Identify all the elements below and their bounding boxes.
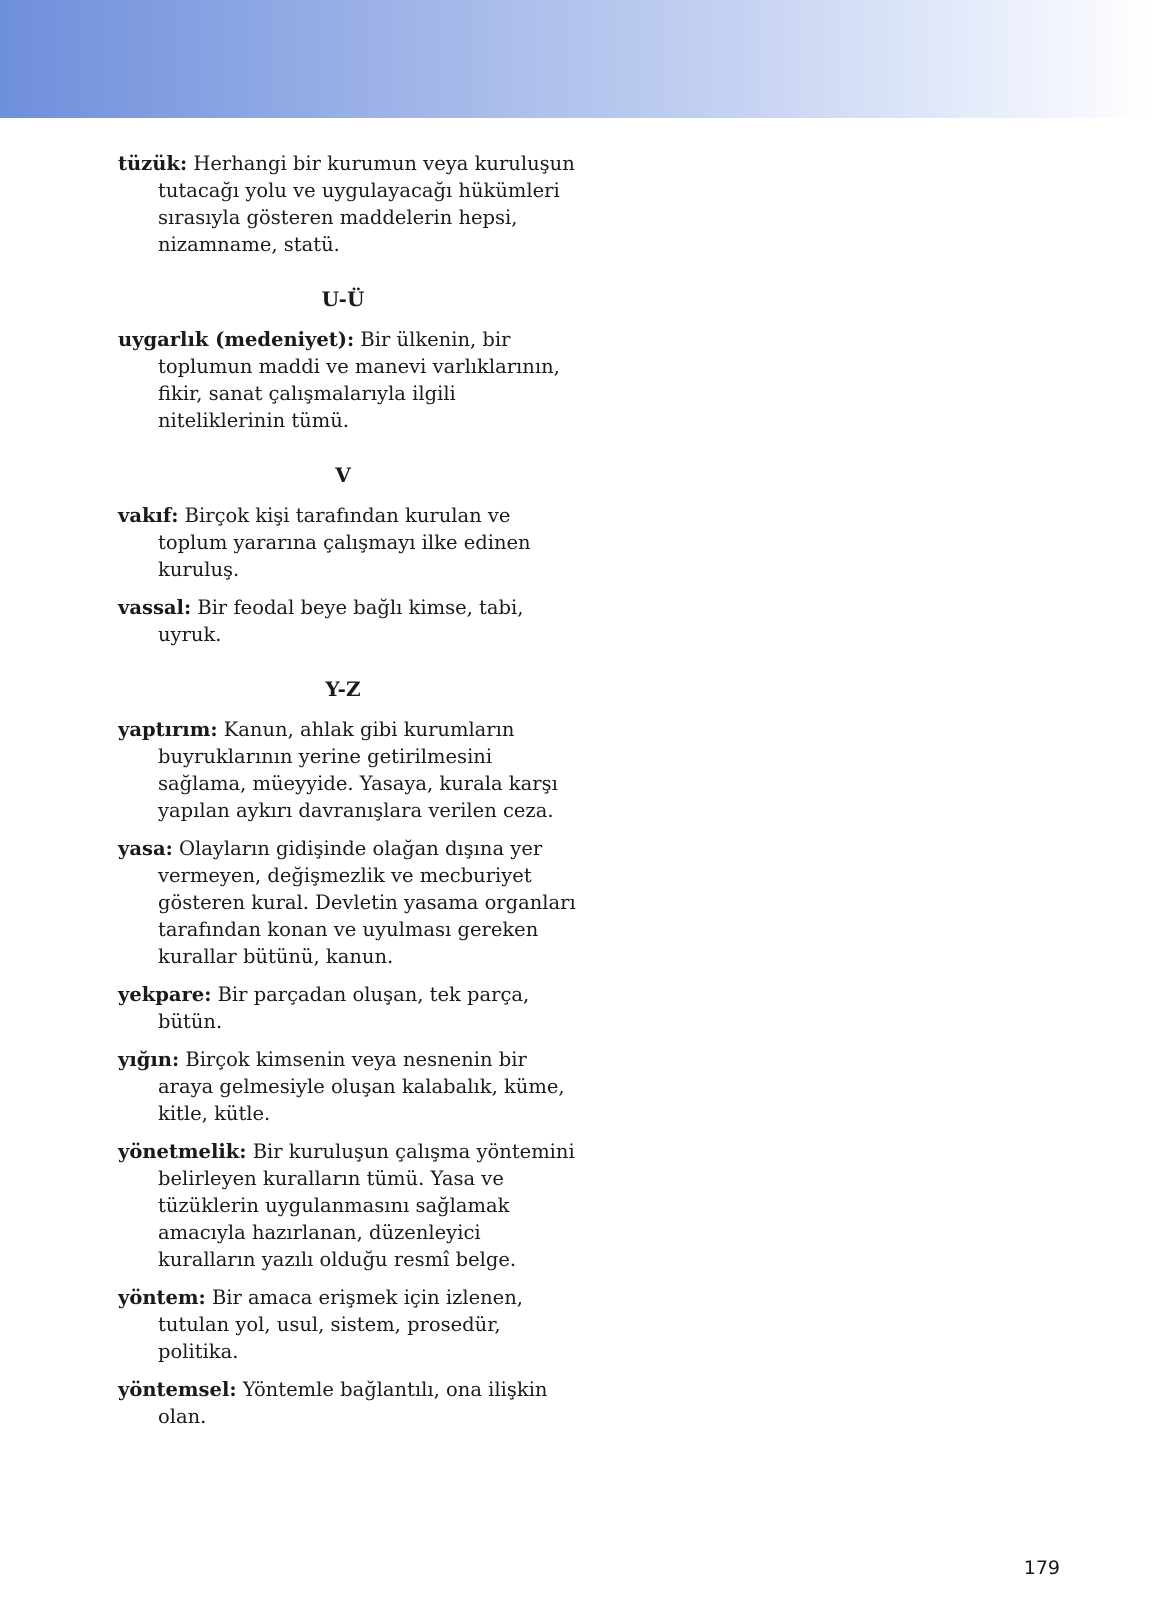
glossary-definition: Olayların gidişinde olağan dışına yer vermeyen, değişmezlik ve mecburiyet gösteren kural. Devletin yasama organları tarafından konan ve uyulması gereken kurallar bütünü, kanun.	[158, 837, 576, 968]
glossary-entry-vassal	[118, 594, 578, 648]
glossary-entry-yonetmelik	[118, 1138, 578, 1273]
glossary-term: yekpare:	[118, 983, 212, 1006]
glossary-entry-uygarlik	[118, 326, 578, 434]
glossary-list	[118, 150, 578, 1441]
glossary-definition: Bir amaca erişmek için izlenen, tutulan yol, usul, sistem, prosedür, politika.	[158, 1286, 523, 1363]
section-heading-v: V	[335, 463, 351, 487]
glossary-entry-tuzuk	[118, 150, 578, 258]
glossary-term: yasa:	[118, 837, 173, 860]
glossary-entry-yontem	[118, 1284, 578, 1365]
glossary-definition: Bir feodal beye bağlı kimse, tabi, uyruk.	[158, 596, 524, 646]
glossary-definition: Birçok kişi tarafından kurulan ve toplum yararına çalışmayı ilke edinen kuruluş.	[158, 504, 531, 581]
glossary-definition: Herhangi bir kurumun veya kuruluşun tutacağı yolu ve uygulayacağı hükümleri sırasıyla gösteren maddelerin hepsi, nizamname, statü.	[158, 152, 575, 256]
page-number: 179	[1023, 1557, 1060, 1579]
glossary-term: yöntem:	[118, 1286, 206, 1309]
glossary-entry-yaptirim	[118, 716, 578, 824]
section-heading-u: U-Ü	[321, 287, 365, 311]
glossary-term: vassal:	[118, 596, 192, 619]
glossary-term: yönetmelik:	[118, 1140, 247, 1163]
header-banner	[0, 0, 1152, 118]
glossary-definition: Yöntemle bağlantılı, ona ilişkin olan.	[158, 1378, 548, 1428]
glossary-term: yaptırım:	[118, 718, 218, 741]
glossary-term: uygarlık (medeniyet):	[118, 328, 355, 351]
glossary-definition: Birçok kimsenin veya nesnenin bir araya gelmesiyle oluşan kalabalık, küme, kitle, kütle.	[158, 1048, 565, 1125]
glossary-term: yığın:	[118, 1048, 180, 1071]
glossary-entry-yigin	[118, 1046, 578, 1127]
glossary-definition: Bir kuruluşun çalışma yöntemini belirleyen kuralların tümü. Yasa ve tüzüklerin uygulanmasını sağlamak amacıyla hazırlanan, düzenleyici kuralların yazılı olduğu resmî belge.	[158, 1140, 575, 1271]
section-heading-y-z: Y-Z	[325, 677, 361, 701]
glossary-definition: Bir ülkenin, bir toplumun maddi ve manevi varlıklarının, fikir, sanat çalışmalarıyla ilgili niteliklerinin tümü.	[158, 328, 560, 432]
glossary-entry-yekpare	[118, 981, 578, 1035]
glossary-definition: Bir parçadan oluşan, tek parça, bütün.	[158, 983, 530, 1033]
glossary-entry-yasa	[118, 835, 578, 970]
glossary-term: yöntemsel:	[118, 1378, 237, 1401]
glossary-definition: Kanun, ahlak gibi kurumların buyruklarının yerine getirilmesini sağlama, müeyyide. Yasaya, kurala karşı yapılan aykırı davranışlara verilen ceza.	[158, 718, 558, 822]
glossary-term: vakıf:	[118, 504, 179, 527]
glossary-entry-yontemsel	[118, 1376, 578, 1430]
glossary-term: tüzük:	[118, 152, 188, 175]
glossary-entry-vakif	[118, 502, 578, 583]
